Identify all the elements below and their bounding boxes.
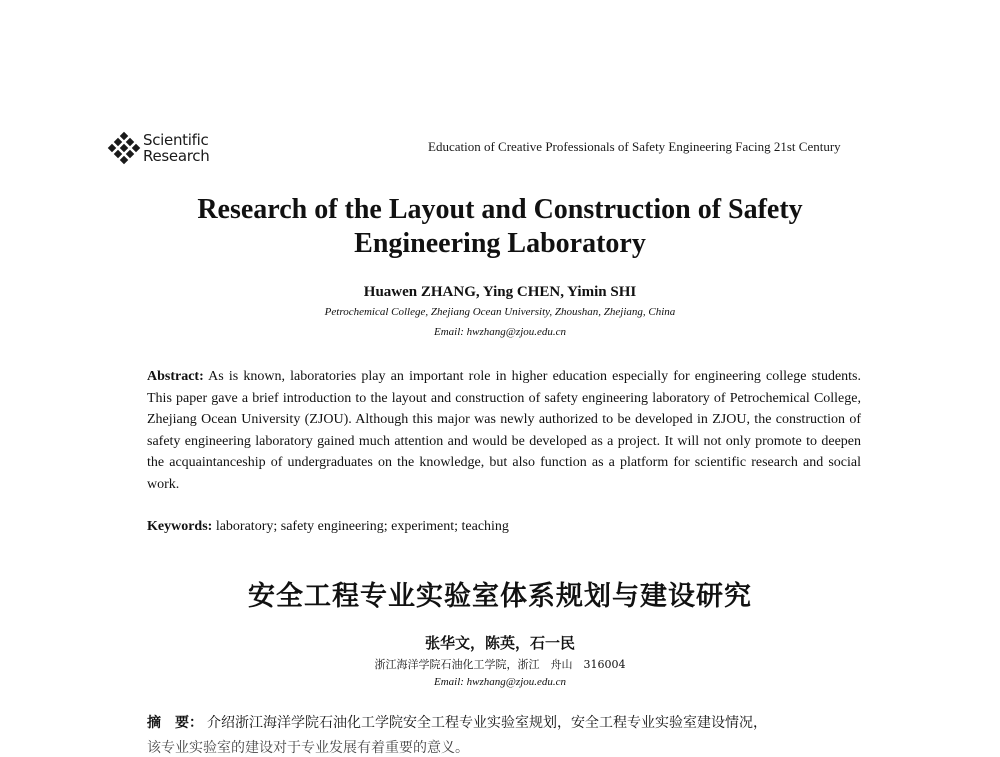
title-line2: Engineering Laboratory: [354, 228, 646, 259]
chinese-abstract-line2: 该专业实验室的建设对于专业发展有着重要的意义。: [147, 740, 469, 756]
affiliation: Petrochemical College, Zhejiang Ocean University, Zhoushan, Zhejiang, China: [324, 306, 676, 318]
authors: Huawen ZHANG, Ying CHEN, Yimin SHI: [363, 284, 637, 300]
publisher-line1: Scientific: [143, 131, 209, 149]
publisher-logo: [107, 130, 209, 166]
chinese-authors: 张华文，陈英，石一民: [424, 634, 575, 652]
abstract-label: Abstract:: [147, 369, 204, 384]
chinese-affiliation: 浙江海洋学院石油化工学院，浙江 舟山 316004: [374, 658, 626, 671]
chinese-abstract: [147, 712, 861, 732]
abstract-text: As is known, laboratories play an important role in higher education especially for engineering college students. This paper gave a brief introduction to the layout and construction of safety engineering laboratory of Petrochemical College, Zhejiang Ocean University (ZJOU). Although this major was newly authorized to be developed in ZJOU, the construction of safety engineering laboratory gained much attention and would be developed as a project. It will not only promote to deepen the acquaintanceship of undergraduates on the knowledge, but also function as a platform for scientific research and social work.: [147, 369, 862, 492]
publisher-line2: Research: [143, 147, 210, 165]
chinese-email: Email: hwzhang@zjou.edu.cn: [433, 676, 567, 688]
publisher-name: [143, 132, 209, 164]
chinese-abstract-text: 介绍浙江海洋学院石油化工学院安全工程专业实验室规划，安全工程专业实验室建设情况，: [207, 715, 767, 731]
scientific-research-logo-icon: [107, 131, 141, 165]
paper-title: [150, 193, 850, 261]
chinese-title: 安全工程专业实验室体系规划与建设研究: [248, 581, 752, 612]
email: Email: hwzhang@zjou.edu.cn: [433, 326, 567, 338]
keywords-label: Keywords:: [147, 519, 213, 534]
journal-title: Education of Creative Professionals of Safety Engineering Facing 21st Century: [428, 139, 841, 154]
abstract: [147, 366, 861, 495]
title-line1: Research of the Layout and Construction of Safety: [197, 194, 803, 225]
keywords: [147, 519, 861, 535]
keywords-text: laboratory; safety engineering; experiment; teaching: [215, 519, 509, 534]
chinese-abstract-label: 摘 要：: [147, 715, 203, 731]
